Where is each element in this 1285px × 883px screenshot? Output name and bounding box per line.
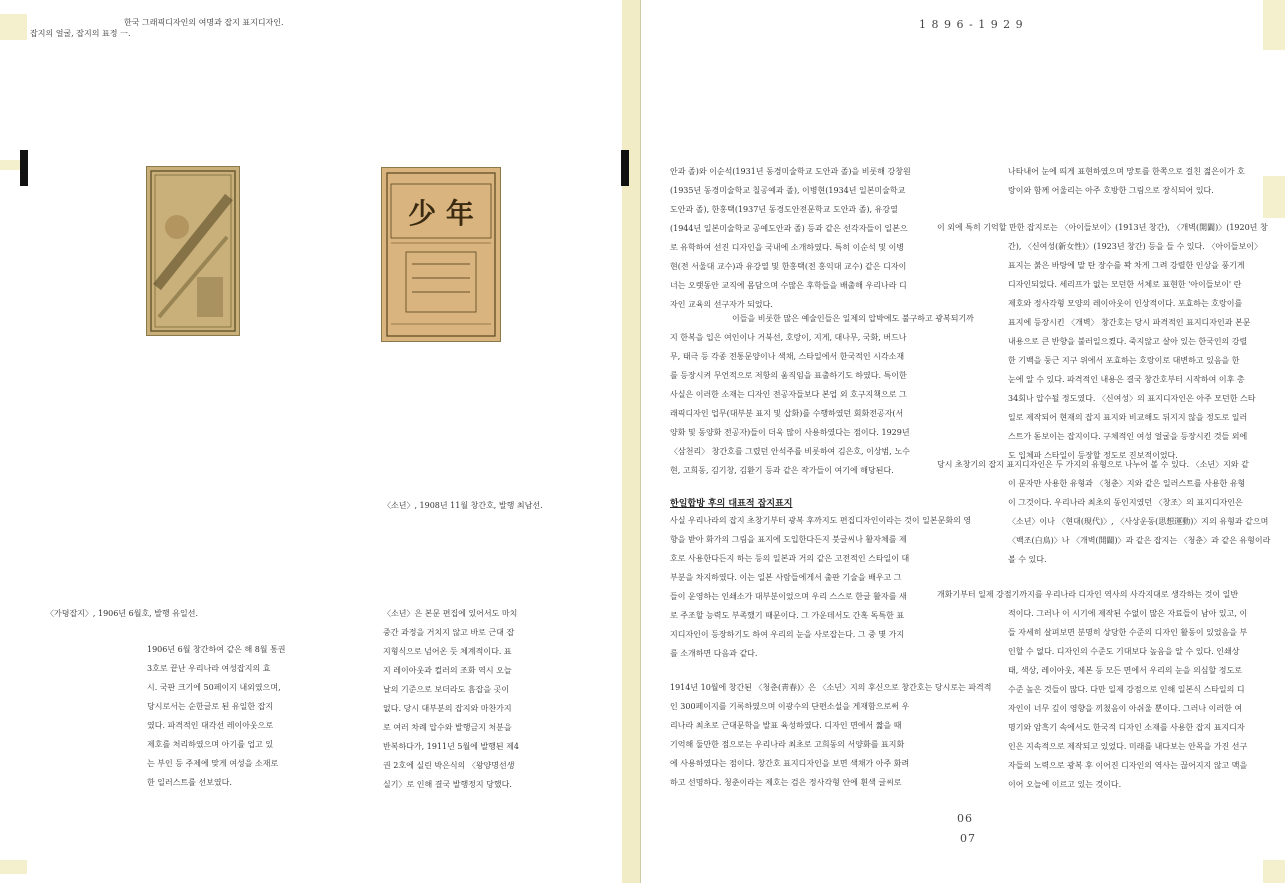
text-line: 나타내어 눈에 띄게 표현하였으며 망토를 한쪽으로 걸친 젊은이가 호 <box>1008 167 1245 176</box>
series-subheader: 잡지의 얼굴, 잡지의 표정 一. <box>30 29 131 38</box>
text-line: 34회나 압수될 정도였다. 〈신여성〉의 표지디자인은 아주 모던한 스타 <box>1008 394 1256 403</box>
text-line: 기억해 둘만한 점으로는 우리나라 최초로 고희동의 서양화를 표지화 <box>670 740 905 749</box>
text-line: 명기와 암흑기 속에서도 한국적 디자인 소재를 사용한 잡지 표지디자 <box>1008 723 1245 732</box>
text-line: 자인 교육의 선구자가 되었다. <box>670 300 773 309</box>
text-line: 지형식으로 넘어온 듯 체계적이다. 표 <box>383 647 512 656</box>
right-page <box>641 0 1285 883</box>
text-line: 디자인되었다. 세리프가 없는 모던한 서체로 표현한 '아이들보이' 란 <box>1008 280 1242 289</box>
text-line: 부분을 차지하였다. 이는 일본 사람들에게서 출판 기술을 배우고 그 <box>670 573 902 582</box>
text-line: 로 주조할 능력도 부족했기 때문이다. 그 가운데서도 간혹 독특한 표 <box>670 611 905 620</box>
text-line: 안과 졸)와 이순석(1931년 동경미술학교 도안과 졸)을 비롯해 강창원 <box>670 167 911 176</box>
text-line: 적이다. 그러나 이 시기에 제작된 수없이 많은 자료들이 남아 있고, 이 <box>1008 609 1248 618</box>
text-line: 도안과 졸), 한홍택(1937년 동경도안전문학교 도안과 졸), 유강열 <box>670 205 898 214</box>
edge-strip-right-mid <box>1263 176 1285 218</box>
text-line: 눈에 알 수 있다. 파격적인 내용은 결국 창간호부터 시작하여 이후 총 <box>1008 375 1245 384</box>
text-line: 수준 높은 것들이 많다. 다만 일제 강점으로 인해 일본식 스타일의 디 <box>1008 685 1245 694</box>
text-line: 반복하다가, 1911년 5월에 발행된 제4 <box>383 742 519 751</box>
text-line: 일로 제작되어 현재의 잡지 표지와 비교해도 뒤지지 않을 정도로 일러 <box>1008 413 1248 422</box>
text-line: 〈소년〉이나 〈현대(現代)〉, 〈사상운동(思想運動)〉지의 유형과 같으며 <box>1008 517 1269 526</box>
edge-strip-top <box>0 14 27 40</box>
text-line: 인할 수 없다. 디자인의 수준도 기대보다 높음을 알 수 있다. 인쇄상 <box>1008 647 1240 656</box>
text-line: 날의 기준으로 보더라도 흠잡을 곳이 <box>383 685 510 694</box>
text-line: 를 소개하면 다음과 같다. <box>670 649 758 658</box>
text-line: 사실 우리나라의 잡지 초창기부터 광복 후까지도 편집디자인이라는 것이 일본문화의 영 <box>670 516 972 525</box>
text-line: 이 외에 특히 기억할 만한 잡지로는 〈아이들보이〉(1913년 창간), 〈개벽(開闢)〉(1920년 창 <box>937 223 1268 232</box>
text-line: 너는 오랫동안 교직에 몸담으며 수많은 후학들을 배출해 우리나라 디 <box>670 281 907 290</box>
magazine-cover-gajeong-japji <box>146 166 240 336</box>
series-header: 한국 그래픽디자인의 여명과 잡지 표지디자인. <box>124 18 284 27</box>
text-line: 자인이 너무 깊이 영향을 끼쳤음이 아쉬울 뿐이다. 그러나 이러한 여 <box>1008 704 1243 713</box>
folio-right-number: 07 <box>960 832 976 845</box>
text-line: 지디자인이 등장하기도 하여 우리의 눈을 사로잡는다. 그 중 몇 가지 <box>670 630 905 639</box>
text-line: 3호로 끝난 우리나라 여성잡지의 효 <box>147 664 271 673</box>
year-range-header: 1 8 9 6 - 1 9 2 9 <box>919 18 1024 31</box>
text-line: 지 레이아웃과 컬러의 조화 역시 오늘 <box>383 666 512 675</box>
text-line: 랑이와 함께 어울리는 아주 호방한 그림으로 장식되어 있다. <box>1008 186 1214 195</box>
folio-left-number: 06 <box>957 812 973 825</box>
caption-sonyeon: 〈소년〉, 1908년 11월 창간호, 발행 최남선. <box>383 501 543 510</box>
text-line: 중간 과정을 거치지 않고 바로 근대 잡 <box>383 628 515 637</box>
text-line: 실기〉로 인해 결국 발행정지 당했다. <box>383 780 512 789</box>
text-line: 권 2호에 실린 박은식의 〈왕양명선생 <box>383 761 515 770</box>
text-line: 래픽디자인 업무(대부분 표지 및 삽화)를 수행하였던 회화전공자(서 <box>670 409 904 418</box>
text-line: 한 기백을 둥근 지구 위에서 포효하는 호랑이로 대변하고 있음을 한 <box>1008 356 1240 365</box>
text-line: 인 300페이지를 기록하였으며 이광수의 단편소설을 게재함으로써 우 <box>670 702 910 711</box>
text-line: 인은 지속적으로 제작되고 있었다. 미래를 내다보는 안목을 가진 선구 <box>1008 742 1248 751</box>
text-line: 도 입체파 스타일이 등장할 정도로 진보적이었다. <box>1008 451 1178 460</box>
section-marker <box>20 150 28 186</box>
book-gutter <box>622 0 641 883</box>
text-line: 무, 태극 등 각종 전통문양이나 색채, 스타일에서 한국적인 시각소재 <box>670 352 905 361</box>
text-line: 간), 〈신여성(新女性)〉(1923년 창간) 등을 들 수 있다. 〈아이들보이〉 <box>1008 242 1262 251</box>
text-line: 를 등장시켜 무언적으로 저항의 움직임을 표출하기도 하였다. 특이한 <box>670 371 907 380</box>
text-line: 향을 받아 화가의 그림을 표지에 도입한다든지 붓글씨나 활자체를 제 <box>670 535 907 544</box>
text-line: 들이 운영하는 인쇄소가 대부분이었으며 우리 스스로 한글 활자를 새 <box>670 592 907 601</box>
text-line: (1944년 일본미술학교 공예도안과 졸) 등과 같은 선각자들이 일본으 <box>670 224 908 233</box>
text-line: 〈소년〉은 본문 편집에 있어서도 마치 <box>383 609 518 618</box>
text-line: (1935년 동경미술학교 칠공예과 졸), 이병현(1934년 일본미술학교 <box>670 186 906 195</box>
text-line: 표지에 등장시킨 〈개벽〉 창간호는 당시 파격적인 표지디자인과 본문 <box>1008 318 1251 327</box>
text-line: 였다. 파격적인 대각선 레이아웃으로 <box>147 721 274 730</box>
text-line: 한 일러스트를 선보였다. <box>147 778 232 787</box>
edge-strip-right-top <box>1263 0 1285 50</box>
cover-illustration <box>147 167 239 335</box>
text-line: 리나라 최초로 근대문학을 발표 육성하였다. 디자인 면에서 짧을 때 <box>670 721 902 730</box>
caption-gajeong-japji: 〈가뎡잡지〉, 1906년 6월호, 발행 유일선. <box>46 609 198 618</box>
text-line: 호로 사용한다든지 하는 등의 일본과 거의 같은 고전적인 스타일이 대 <box>670 554 910 563</box>
text-line: 제호를 처리하였으며 아기를 업고 있 <box>147 740 274 749</box>
text-line: 스트가 돋보이는 잡지이다. 구체적인 여성 얼굴을 등장시킨 것들 외에 <box>1008 432 1248 441</box>
text-line: 당시로서는 순한글로 된 유일한 잡지 <box>147 702 274 711</box>
text-line: 하고 선명하다. 청춘이라는 제호는 검은 정사각형 안에 흰색 글씨로 <box>670 778 902 787</box>
section-heading: 한일합방 후의 대표적 잡지표지 <box>670 499 793 509</box>
text-line: 이 문자만 사용한 유형과 〈청춘〉지와 같은 일러스트를 사용한 유형 <box>1008 479 1246 488</box>
edge-strip-bottom <box>0 860 27 874</box>
text-line: 에 사용하였다는 점이다. 창간호 표지디자인을 보면 색채가 아주 화려 <box>670 759 910 768</box>
section-marker <box>621 150 629 186</box>
text-line: 표지는 붉은 바탕에 말 탄 장수를 꽉 차게 그려 강렬한 인상을 풍기게 <box>1008 261 1245 270</box>
magazine-cover-sonyeon <box>381 167 501 342</box>
text-line: 1914년 10월에 창간된 〈청춘(靑春)〉은 〈소년〉지의 후신으로 창간호는 당시로는 파격적 <box>670 683 992 692</box>
text-line: 〈백조(白鳥)〉나 〈개벽(開闢)〉과 같은 잡지는 〈청춘〉과 같은 유형이라 <box>1008 536 1271 545</box>
text-line: 사실은 이러한 소재는 디자인 전공자들보다 본업 외 호구지책으로 그 <box>670 390 907 399</box>
text-line: 는 부인 등 주제에 맞게 여성을 소재로 <box>147 759 279 768</box>
text-line: 로 여러 차례 압수와 발행금지 처분을 <box>383 723 512 732</box>
left-page <box>0 0 640 883</box>
text-line: 이 그것이다. 우리나라 최초의 동인지였던 〈창조〉의 표지디자인은 <box>1008 498 1243 507</box>
text-line: 볼 수 있다. <box>1008 555 1047 564</box>
text-line: 1906년 6월 창간하여 같은 해 8월 통권 <box>147 645 286 654</box>
text-line: 이어 오늘에 이르고 있는 것이다. <box>1008 780 1122 789</box>
text-line: 제호와 정사각형 모양의 레이아웃이 인상적이다. 포효하는 호랑이를 <box>1008 299 1243 308</box>
text-line: 들 자세히 살펴보면 분명히 상당한 수준의 디자인 활동이 있었음을 부 <box>1008 628 1248 637</box>
text-line: 당시 초창기의 잡지 표지디자인은 두 가지의 유형으로 나누어 볼 수 있다. 〈소년〉지와 같 <box>937 460 1249 469</box>
text-line: 자들의 노력으로 광복 후 이어진 디자인의 역사는 끊어지지 않고 맥을 <box>1008 761 1248 770</box>
edge-strip-right-bottom <box>1263 860 1285 883</box>
text-line: 〈삼천리〉 창간호를 그렸던 안석주를 비롯하여 김은호, 이상범, 노수 <box>670 447 910 456</box>
text-line: 양화 및 동양화 전공자)들이 더욱 많이 사용하였다는 점이다. 1929년 <box>670 428 910 437</box>
text-line: 내용으로 큰 반향을 불러일으켰다. 죽지않고 살아 있는 한국인의 강렬 <box>1008 337 1248 346</box>
text-line: 없다. 당시 대부분의 잡지와 마찬가지 <box>383 704 512 713</box>
text-line: 현, 고희동, 김기창, 김환기 등과 같은 작가들이 여기에 해당된다. <box>670 466 894 475</box>
text-line: 현(전 서울대 교수)과 유강열 및 한홍택(전 홍익대 교수) 같은 디자이 <box>670 262 907 271</box>
text-line: 이들을 비롯한 많은 예술인들은 일제의 압박에도 불구하고 광복되기까 <box>732 314 974 323</box>
text-line: 태, 색상, 레이아웃, 제본 등 모든 면에서 우리의 눈을 의심할 정도로 <box>1008 666 1242 675</box>
text-line: 로 유학하여 선진 디자인을 국내에 소개하였다. 특히 이순석 및 이병 <box>670 243 905 252</box>
text-line: 개화기부터 일제 강점기까지를 우리나라 디자인 역사의 사각지대로 생각하는 것이 일반 <box>937 590 1239 599</box>
cover-title: 少 年 <box>408 197 474 230</box>
text-line: 시. 국판 크기에 50페이지 내외였으며, <box>147 683 281 692</box>
text-line: 지 한복을 입은 여인이나 거북선, 호랑이, 지게, 대나무, 국화, 버드나 <box>670 333 907 342</box>
